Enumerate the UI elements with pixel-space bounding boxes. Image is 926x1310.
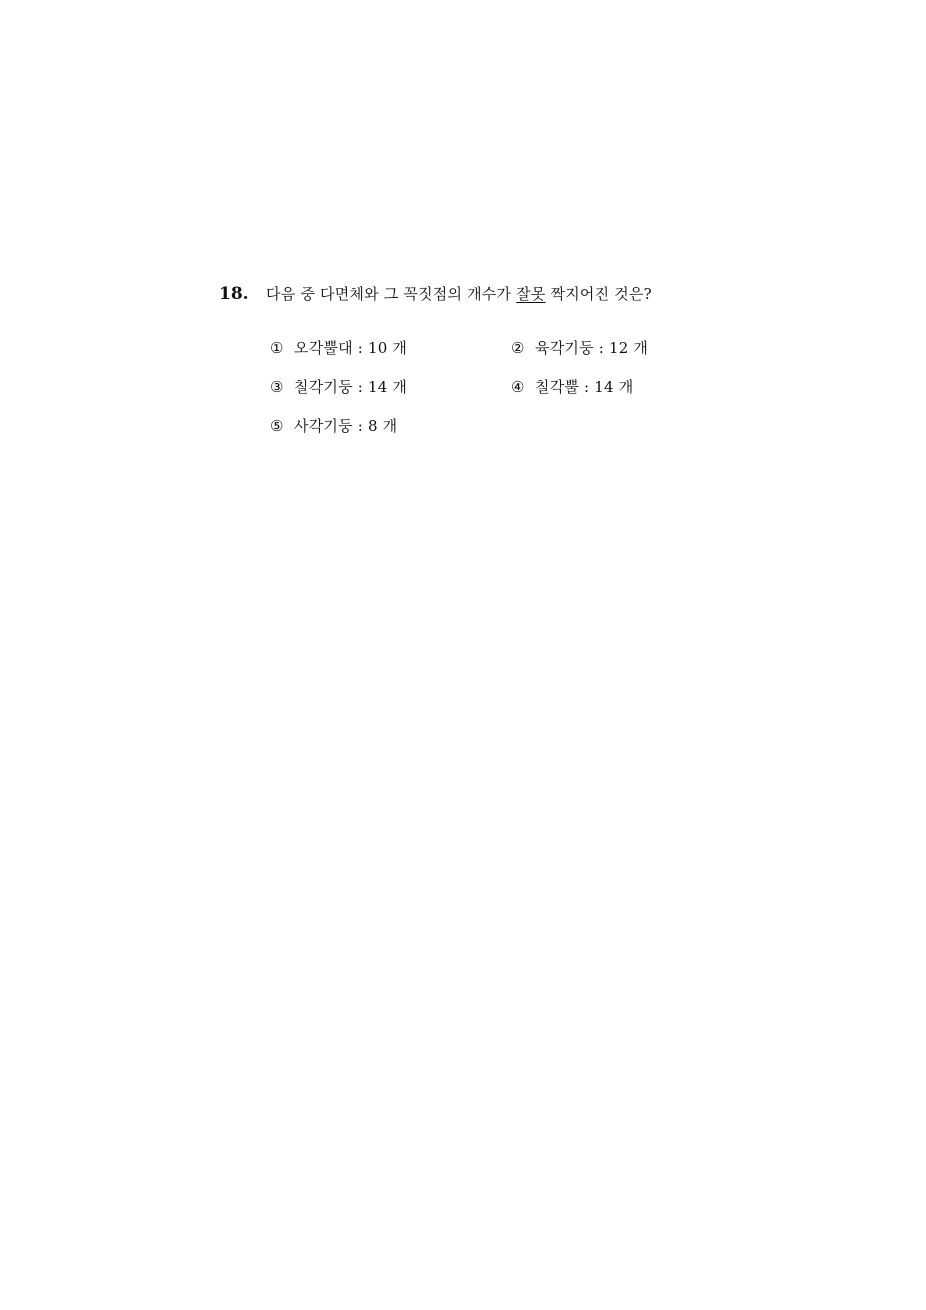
choice-text: 육각기둥 : 12 개	[535, 339, 649, 357]
question-text-before: 다음 중 다면체와 그 꼭짓점의 개수가	[266, 285, 517, 303]
choice-marker: ②	[511, 339, 525, 357]
question	[219, 283, 652, 304]
choice-text: 칠각뿔 : 14 개	[535, 378, 634, 396]
choice-marker: ④	[511, 378, 525, 396]
choice-text: 오각뿔대 : 10 개	[294, 339, 408, 357]
question-text	[266, 283, 652, 304]
question-number: 18.	[219, 284, 249, 304]
choice-marker: ⑤	[270, 417, 284, 435]
answer-choice-4[interactable]	[511, 376, 633, 397]
choice-marker: ①	[270, 339, 284, 357]
question-underlined-word: 잘못	[516, 285, 546, 303]
answer-choice-2[interactable]	[511, 337, 648, 358]
answer-choice-3[interactable]	[270, 376, 407, 397]
answer-choice-1[interactable]	[270, 337, 407, 358]
choice-text: 사각기둥 : 8 개	[294, 417, 398, 435]
answer-choice-5[interactable]	[270, 415, 397, 436]
question-text-after: 짝지어진 것은?	[545, 285, 652, 303]
choice-marker: ③	[270, 378, 284, 396]
choice-text: 칠각기둥 : 14 개	[294, 378, 408, 396]
